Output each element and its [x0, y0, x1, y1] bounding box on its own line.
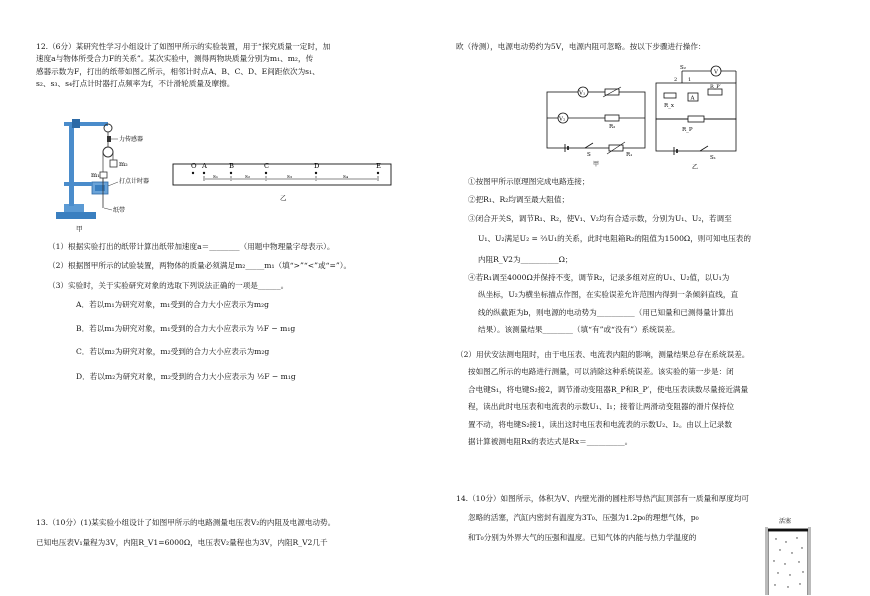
- q12-sub3: （3）实验时，关于实验研究对象的选取下列说法正确的一项是______。: [48, 280, 289, 290]
- caption-circuit-yi: 乙: [692, 164, 699, 171]
- seg-s2: s₂: [245, 174, 251, 180]
- meter-v: V: [714, 69, 718, 76]
- q14: [456, 493, 756, 544]
- resistor-rp: R_P: [682, 127, 693, 133]
- q12-line-3: 感器示数为F，打出的纸带如图乙所示，相邻计时点A、B、C、D、E间距依次为s₁、: [36, 66, 320, 76]
- q13-step-3: ③闭合开关S，调节R₁、R₂，使V₁、V₂均有合适示数，分别为U₁、U₂，若调至: [468, 213, 732, 223]
- q12-option-c: C．若以m₂为研究对象，m₂受到的合力大小应表示为m₂g: [76, 347, 270, 357]
- q13-part2: [456, 349, 846, 448]
- q13-step-4-cont-3: 结果）。该测量结果________（填“有”或“没有”）系统误差。: [478, 325, 680, 335]
- q12-option-d: D．若以m₂为研究对象，m₂受到的合力大小应表示为 ½F − m₁g: [76, 372, 296, 382]
- point-C: C: [264, 162, 270, 170]
- q12-figure-yi: [171, 157, 396, 207]
- q13-steps: [456, 176, 846, 337]
- point-A: A: [202, 162, 207, 170]
- q13-intro: [36, 517, 431, 550]
- label-tape: 纸带: [113, 207, 126, 214]
- seg-s4: s₄: [343, 174, 349, 180]
- point-D: D: [314, 162, 320, 170]
- q13-part2-line-6: 据计算被测电阻Rx的表达式是Rx＝__________。: [468, 437, 633, 447]
- q13-part2-line-5: 置不动，将电键S₂接1，读出这时电压表和电流表的示数U₂、I₂。由以上记录数: [468, 419, 732, 429]
- label-sensor: 力传感器: [119, 136, 144, 143]
- q12-line-2: 速度a与物体所受合力F的关系”。某次实验中，测得两物块质量分别为m₁、m₂，传: [36, 54, 314, 64]
- q13-step-3-end: 内阻R_V2为__________Ω；: [478, 254, 573, 264]
- q13-step-4: ④若R₁调至4000Ω并保持不变，调节R₂，记录多组对应的U₁、U₂值，以U₁为: [468, 273, 730, 283]
- terminal-2: 2: [674, 77, 678, 83]
- label-m1: m₁: [91, 171, 100, 179]
- q13-step-4-cont-2: 线的纵截距为b，则电源的电动势为__________（用已知量和已测得量计算出: [478, 307, 734, 317]
- q14-cylinder-figure: [764, 515, 812, 595]
- q12-sub2: （2）根据图甲所示的试验装置，两物体的质量必须满足m₂_____m₁（填“>”“<”或“=”）。: [48, 261, 352, 271]
- q13-step-4-cont-1: 纵坐标，U₂为横坐标描点作图，在实验误差允许范围内得到一条倾斜直线，直: [478, 290, 739, 300]
- point-E: E: [376, 162, 381, 170]
- seg-s1: s₁: [213, 174, 219, 180]
- q13-continued: 欧（待测），电源电动势约为5V，电源内阻可忽略。按以下步骤进行操作：: [456, 42, 706, 51]
- q13-part2-line-2: 按如图乙所示的电路进行测量，可以消除这种系统误差。该实验的第一步是：闭: [468, 367, 734, 377]
- q12-option-a: A．若以m₁为研究对象，m₁受到的合力大小应表示为m₂g: [76, 300, 269, 310]
- label-timer: 打点计时器: [119, 178, 150, 185]
- resistor-r2: R₂: [609, 124, 616, 130]
- label-m2: m₂: [119, 160, 128, 168]
- point-B: B: [229, 162, 234, 170]
- meter-v2: V₂: [559, 116, 566, 123]
- resistor-rx: R_x: [664, 103, 674, 109]
- q13-part2-line-3: 合电键S₁，将电键S₂接2，调节滑动变阻器R_P和R_P′，使电压表读数尽量接近满量: [468, 384, 749, 394]
- circuit-yi: [652, 63, 742, 173]
- right-column-top: [456, 41, 841, 53]
- switch-s1: S₁: [710, 155, 716, 161]
- q13-part2-line-1: （2）用伏安法测电阻时，由于电压表、电流表内阻的影响，测量结果总存在系统误差。: [456, 350, 750, 359]
- q12-sub1: （1）根据实验打出的纸带计算出纸带加速度a＝________（用题中物理量字母表示）。: [48, 242, 335, 251]
- circuit-jia: [543, 84, 649, 168]
- q14-line-3: 和T₀分别为外界大气的压强和温度。已知气体的内能与热力学温度的: [468, 532, 697, 542]
- meter-a: A: [690, 95, 695, 102]
- q13-step-2: ②把R₁、R₂均调至最大阻值；: [468, 195, 570, 205]
- point-O: O: [191, 162, 197, 170]
- q13-line-2: 已知电压表V₁量程为3V，内阻R_V1=6000Ω，电压表V₂量程也为3V，内阻R_V2几千: [36, 538, 328, 548]
- q14-line-2: 忽略的活塞，汽缸内密封有温度为3T₀、压强为1.2p₀的理想气体，p₀: [468, 513, 699, 523]
- q12-line-1: 12.（6分）某研究性学习小组设计了如图甲所示的实验装置，用于“探究质量一定时，加: [36, 42, 331, 51]
- caption-yi: 乙: [280, 194, 287, 202]
- resistor-rp-prime: R_P′: [710, 84, 721, 90]
- left-column: [36, 41, 431, 91]
- label-piston: 活塞: [779, 518, 792, 525]
- caption-jia: 甲: [76, 225, 83, 233]
- terminal-1: 1: [688, 77, 692, 83]
- q13-line-1: 13.（10分）(1)某实验小组设计了如图甲所示的电路测量电压表V₂的内阻及电源电动势。: [36, 518, 336, 527]
- q12-option-b: B．若以m₁为研究对象，m₁受到的合力大小应表示为 ½F − m₁g: [76, 323, 296, 333]
- switch-s2: S₂: [680, 65, 686, 71]
- q12-line-4: s₂、s₃、s₄打点计时器打点频率为f，不计滑轮质量及摩擦。: [36, 79, 235, 89]
- meter-v1: V₁: [579, 90, 586, 97]
- q12-figure-jia: [52, 116, 162, 234]
- q13-part2-line-4: 程，读出此时电压表和电流表的示数U₁、I₁；接着让两滑动变阻器的滑片保持位: [468, 402, 735, 412]
- q14-line-1: 14.（10分）如图所示，体积为V、内壁光滑的圆柱形导热汽缸顶部有一质量和厚度均可: [456, 494, 750, 503]
- switch-s: S: [587, 152, 591, 158]
- seg-s3: s₃: [287, 174, 293, 180]
- caption-circuit-jia: 甲: [593, 161, 600, 168]
- q12-subquestions: [36, 241, 431, 384]
- resistor-r1: R₁: [626, 152, 633, 158]
- q13-step-1: ①按图甲所示原理图完成电路连接；: [468, 177, 590, 186]
- q13-step-3-cont: U₁、U₂满足U₂ = ⅔U₁的关系，此时电阻箱R₂的阻值为1500Ω，则可知电压表的: [478, 234, 751, 244]
